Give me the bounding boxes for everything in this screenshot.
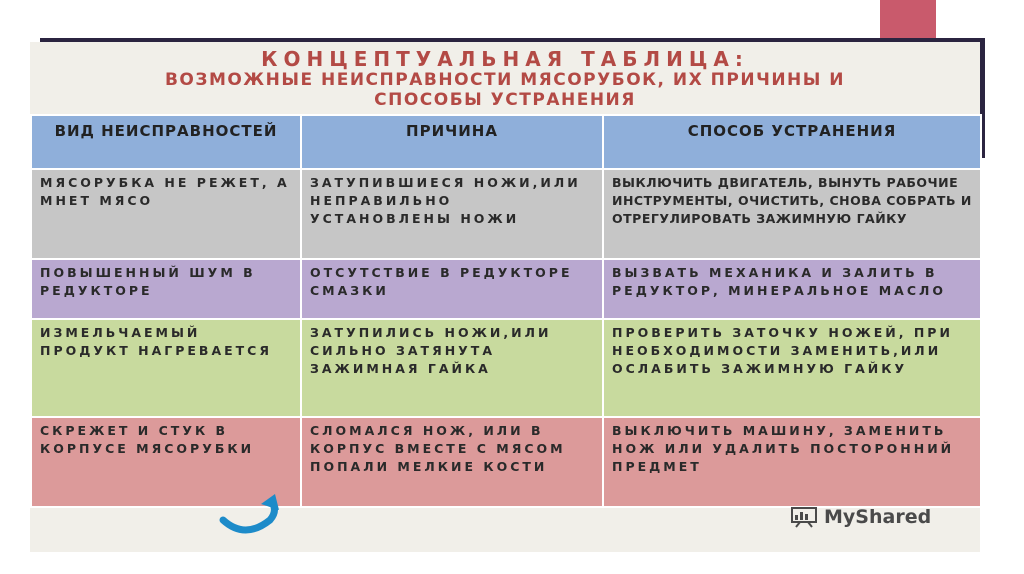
brand-logo[interactable] [790,505,931,529]
title-line-1: КОНЦЕПТУАЛЬНАЯ ТАБЛИЦА: [261,47,749,71]
table-cell: ОТСУТСТВИЕ В РЕДУКТОРЕ СМАЗКИ [301,259,603,319]
header-fault-type: ВИД НЕИСПРАВНОСТЕЙ [31,115,301,169]
table-row [31,319,981,417]
table-cell: ЗАТУПИВШИЕСЯ НОЖИ,ИЛИ НЕПРАВИЛЬНО УСТАНОВЛЕНЫ НОЖИ [301,169,603,259]
return-arrow-icon[interactable] [215,490,285,540]
presentation-board-icon [790,506,818,528]
table-row [31,259,981,319]
concept-table [30,114,982,508]
slide-title [30,42,980,114]
table-cell: МЯСОРУБКА НЕ РЕЖЕТ, А МНЕТ МЯСО [31,169,301,259]
table-row [31,417,981,507]
title-line-2: ВОЗМОЖНЫЕ НЕИСПРАВНОСТИ МЯСОРУБОК, ИХ ПРИЧИНЫ И [164,70,846,90]
table-cell: СКРЕЖЕТ И СТУК В КОРПУСЕ МЯСОРУБКИ [31,417,301,507]
table-cell: ВЫКЛЮЧИТЬ МАШИНУ, ЗАМЕНИТЬ НОЖ ИЛИ УДАЛИТЬ ПОСТОРОННИЙ ПРЕДМЕТ [603,417,981,507]
brand-name: MyShared [824,506,932,528]
table-cell: ИЗМЕЛЬЧАЕМЫЙ ПРОДУКТ НАГРЕВАЕТСЯ [31,319,301,417]
table-cell: ЗАТУПИЛИСЬ НОЖИ,ИЛИ СИЛЬНО ЗАТЯНУТА ЗАЖИМНАЯ ГАЙКА [301,319,603,417]
decorative-accent-block [880,0,936,38]
table-cell: ПРОВЕРИТЬ ЗАТОЧКУ НОЖЕЙ, ПРИ НЕОБХОДИМОСТИ ЗАМЕНИТЬ,ИЛИ ОСЛАБИТЬ ЗАЖИМНУЮ ГАЙКУ [603,319,981,417]
table-header-row [31,115,981,169]
table-cell: ВЫКЛЮЧИТЬ ДВИГАТЕЛЬ, ВЫНУТЬ РАБОЧИЕ ИНСТРУМЕНТЫ, ОЧИСТИТЬ, СНОВА СОБРАТЬ И ОТРЕГУЛИРОВАТЬ ЗАЖИМНУЮ ГАЙКУ [603,169,981,259]
header-remedy: СПОСОБ УСТРАНЕНИЯ [603,115,981,169]
table-cell: СЛОМАЛСЯ НОЖ, ИЛИ В КОРПУС ВМЕСТЕ С МЯСОМ ПОПАЛИ МЕЛКИЕ КОСТИ [301,417,603,507]
header-cause: ПРИЧИНА [301,115,603,169]
table-row [31,169,981,259]
table-cell: ПОВЫШЕННЫЙ ШУМ В РЕДУКТОРЕ [31,259,301,319]
slide [30,42,980,552]
table-cell: ВЫЗВАТЬ МЕХАНИКА И ЗАЛИТЬ В РЕДУКТОР, МИНЕРАЛЬНОЕ МАСЛО [603,259,981,319]
title-line-3: СПОСОБЫ УСТРАНЕНИЯ [374,90,636,110]
